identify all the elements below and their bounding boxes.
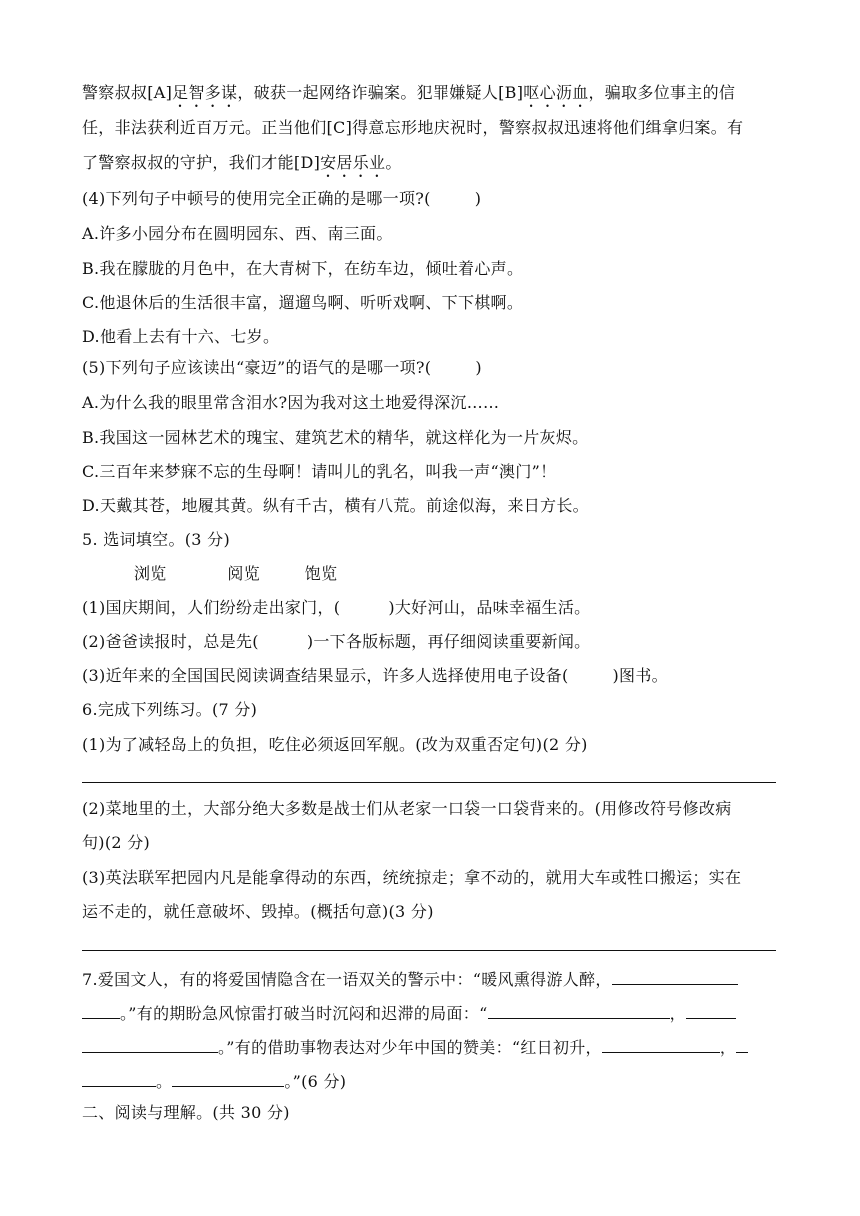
fill-sentence-3: [82, 664, 668, 688]
fill-blank[interactable]: [736, 1034, 748, 1053]
word-option: 饱览: [304, 564, 338, 583]
q4-option-c: C.他退休后的生活很丰富，遛遛鸟啊、听听戏啊、下下棋啊。: [82, 293, 524, 312]
question-text: 。”(6 分): [284, 1072, 347, 1091]
sentence-text: )大好河山，品味幸福生活。: [388, 598, 591, 617]
punctuation: 。: [156, 1072, 173, 1091]
passage-text: 了警察叔叔的守护，我们才能[D]: [82, 153, 321, 172]
section-2-title: 二、阅读与理解。(共 30 分): [82, 1103, 290, 1122]
fill-blank[interactable]: [82, 1034, 218, 1053]
passage-text: 。: [385, 153, 402, 172]
section-6-title: 6.完成下列练习。(7 分): [82, 700, 258, 719]
passage-text: ，骗取多位事主的信: [588, 83, 736, 102]
passage-line-2: 任，非法获利近百万元。正当他们[C]得意忘形地庆祝时，警察叔叔迅速将他们缉拿归案。有: [82, 118, 744, 137]
question-text: 7.爱国文人，有的将爱国情隐含在一语双关的警示中：“暖风熏得游人醉，: [82, 970, 612, 989]
passage-line-1: [82, 81, 735, 111]
exercise-6-3-line-1: (3)英法联军把园内凡是能拿得动的东西，统统掠走；拿不动的，就用大车或牲口搬运；实在: [82, 868, 742, 887]
q5-option-d: D.天戴其苍，地履其黄。纵有千古，横有八荒。前途似海，来日方长。: [82, 496, 589, 515]
sentence-text: (1)国庆期间，人们纷纷走出家门，(: [82, 598, 341, 617]
word-bank: [134, 562, 337, 586]
exercise-6-3-line-2: 运不走的，就任意破坏、毁掉。(概括句意)(3 分): [82, 902, 434, 921]
question-5-stem: [82, 356, 482, 380]
question-text: 。”有的期盼急风惊雷打破当时沉闷和迟滞的局面：“: [120, 1004, 488, 1023]
passage-text: 警察叔叔[A]: [82, 83, 173, 102]
fill-blank[interactable]: [602, 1034, 720, 1053]
question-text: (5)下列句子应该读出“豪迈”的语气的是哪一项?(: [82, 358, 432, 377]
section-7-line-3: [82, 1034, 748, 1060]
answer-line[interactable]: [82, 950, 776, 951]
passage-line-3: [82, 151, 402, 181]
word-option: 浏览: [134, 564, 167, 583]
paren-close: ): [475, 358, 482, 377]
sentence-text: (2)爸爸读报时，总是先(: [82, 632, 259, 651]
q4-option-a: A.许多小园分布在圆明园东、西、南三面。: [82, 224, 393, 243]
fill-blank[interactable]: [172, 1068, 284, 1087]
fill-blank[interactable]: [612, 966, 738, 985]
q5-option-b: B.我国这一园林艺术的瑰宝、建筑艺术的精华，就这样化为一片灰烬。: [82, 428, 589, 447]
exercise-6-2-line-1: (2)菜地里的土，大部分绝大多数是战士们从老家一口袋一口袋背来的。(用修改符号修改病: [82, 799, 732, 818]
question-4-stem: [82, 187, 481, 211]
passage-text: ，破获一起网络诈骗案。犯罪嫌疑人[B]: [237, 83, 524, 102]
fill-blank[interactable]: [82, 1068, 156, 1087]
dotted-phrase-d: 安居乐业: [320, 153, 386, 172]
section-7-line-4: [82, 1068, 346, 1094]
section-7-line-1: [82, 966, 738, 992]
section-7-line-2: [82, 1000, 736, 1026]
q5-option-a: A.为什么我的眼里常含泪水?因为我对这土地爱得深沉……: [82, 393, 500, 412]
punctuation: ，: [719, 1038, 737, 1057]
question-text: (4)下列句子中顿号的使用完全正确的是哪一项?(: [82, 189, 431, 208]
answer-line[interactable]: [82, 782, 776, 783]
dotted-phrase-a: 足智多谋: [172, 83, 238, 102]
section-5-title: 5. 选词填空。(3 分): [82, 530, 231, 549]
fill-blank[interactable]: [686, 1000, 736, 1019]
sentence-text: (3)近年来的全国国民阅读调查结果显示，许多人选择使用电子设备(: [82, 666, 569, 685]
sentence-text: )一下各版标题，再仔细阅读重要新闻。: [306, 632, 591, 651]
fill-blank[interactable]: [82, 1000, 120, 1019]
fill-blank[interactable]: [488, 1000, 670, 1019]
question-text: 。”有的借助事物表达对少年中国的赞美：“红日初升，: [218, 1038, 602, 1057]
q5-option-c: C.三百年来梦寐不忘的生母啊！请叫儿的乳名，叫我一声“澳门”！: [82, 462, 557, 481]
word-option: 阅览: [227, 564, 260, 583]
punctuation: ，: [669, 1004, 686, 1023]
paren-close: ): [474, 189, 482, 208]
sentence-text: )图书。: [612, 666, 668, 685]
exercise-6-1: (1)为了减轻岛上的负担，吃住必须返回军舰。(改为双重否定句)(2 分): [82, 735, 588, 754]
fill-sentence-2: [82, 630, 590, 654]
dotted-phrase-b: 呕心沥血: [523, 83, 589, 102]
exercise-6-2-line-2: 句)(2 分): [82, 833, 151, 852]
q4-option-b: B.我在朦胧的月色中，在大青树下，在纺车边，倾吐着心声。: [82, 259, 524, 278]
q4-option-d: D.他看上去有十六、七岁。: [82, 327, 280, 346]
fill-sentence-1: [82, 596, 590, 620]
